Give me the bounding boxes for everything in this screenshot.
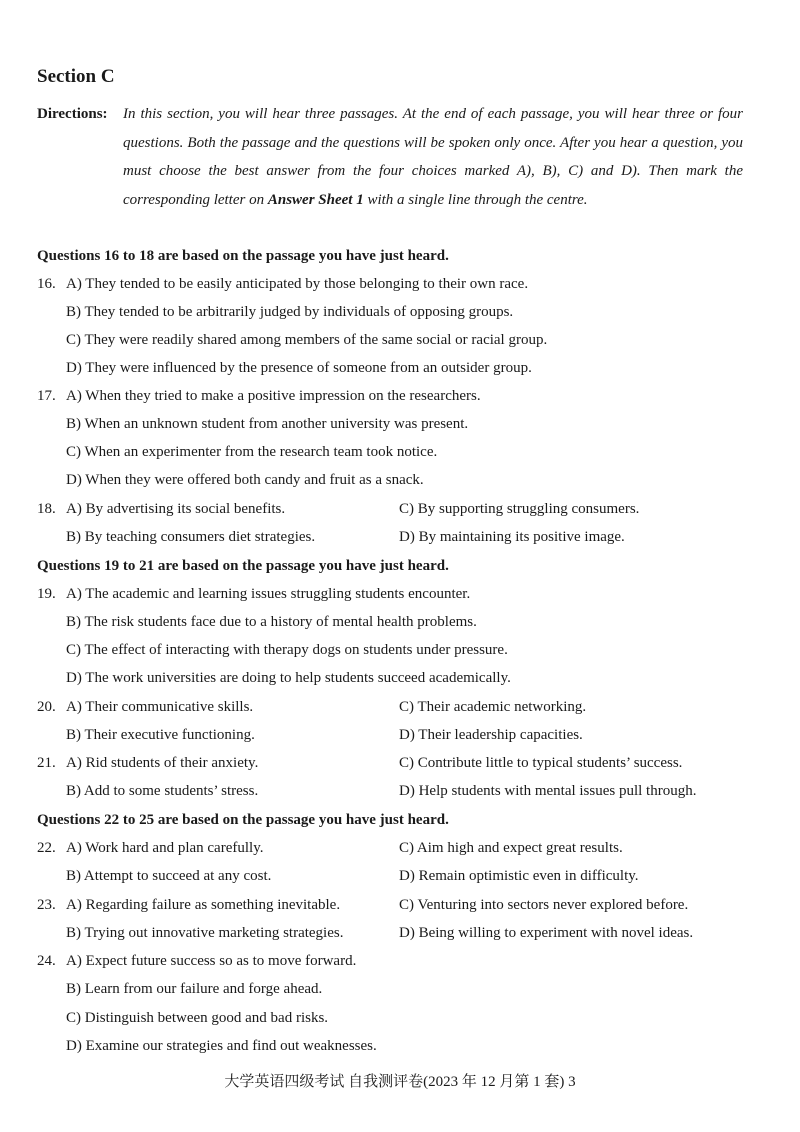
option-23-a: A) Regarding failure as something inevitable. bbox=[66, 897, 341, 913]
question-20-row-1 bbox=[37, 697, 757, 717]
directions bbox=[37, 100, 743, 214]
option-16-b: B) They tended to be arbitrarily judged by individuals of opposing groups. bbox=[66, 304, 514, 320]
option-20-c: C) Their academic networking. bbox=[399, 699, 587, 715]
question-24-row-a bbox=[37, 951, 757, 971]
option-19-c: C) The effect of interacting with therapy dogs on students under pressure. bbox=[66, 642, 508, 658]
question-number: 24. bbox=[37, 953, 56, 969]
directions-text-part2: with a single line through the centre. bbox=[363, 191, 588, 208]
option-22-b: B) Attempt to succeed at any cost. bbox=[66, 868, 272, 884]
question-17-row-a bbox=[37, 386, 757, 406]
option-22-d: D) Remain optimistic even in difficulty. bbox=[399, 868, 639, 884]
question-number: 23. bbox=[37, 897, 56, 913]
option-16-a: A) They tended to be easily anticipated by those belonging to their own race. bbox=[66, 276, 529, 292]
option-16-c: C) They were readily shared among members of the same social or racial group. bbox=[66, 332, 548, 348]
option-19-b: B) The risk students face due to a history of mental health problems. bbox=[66, 614, 477, 630]
question-22-row-2 bbox=[37, 866, 757, 886]
option-22-a: A) Work hard and plan carefully. bbox=[66, 840, 264, 856]
question-20-row-2 bbox=[37, 725, 757, 745]
option-17-d: D) When they were offered both candy and fruit as a snack. bbox=[66, 472, 424, 488]
question-18-row-1 bbox=[37, 499, 757, 519]
question-number: 22. bbox=[37, 840, 56, 856]
option-17-b: B) When an unknown student from another university was present. bbox=[66, 416, 469, 432]
option-21-d: D) Help students with mental issues pull through. bbox=[399, 783, 697, 799]
option-17-a: A) When they tried to make a positive impression on the researchers. bbox=[66, 388, 481, 404]
option-24-b: B) Learn from our failure and forge ahead. bbox=[66, 981, 323, 997]
question-21-row-1 bbox=[37, 753, 757, 773]
question-16-row-a bbox=[37, 274, 757, 294]
question-number: 16. bbox=[37, 276, 56, 292]
group-heading-16-18: Questions 16 to 18 are based on the passage you have just heard. bbox=[37, 248, 449, 264]
option-24-d: D) Examine our strategies and find out weaknesses. bbox=[66, 1038, 377, 1054]
question-19-row-c bbox=[37, 640, 757, 660]
question-number: 19. bbox=[37, 586, 56, 602]
directions-text-part1: In this section, you will hear three passages. At the end of each passage, you will hear three or four questions. Both the passage and the questions will be spoken only once. After you hear a question, you must choose the best answer from the four choices marked A), B), C) and D). Then mark the corresponding letter on bbox=[123, 106, 743, 208]
option-18-c: C) By supporting struggling consumers. bbox=[399, 501, 640, 517]
question-number: 21. bbox=[37, 755, 56, 771]
option-20-d: D) Their leadership capacities. bbox=[399, 727, 583, 743]
option-19-a: A) The academic and learning issues struggling students encounter. bbox=[66, 586, 471, 602]
question-24-row-d bbox=[37, 1036, 757, 1056]
directions-label: Directions: bbox=[37, 106, 108, 122]
option-20-b: B) Their executive functioning. bbox=[66, 727, 255, 743]
option-21-b: B) Add to some students’ stress. bbox=[66, 783, 259, 799]
question-21-row-2 bbox=[37, 781, 757, 801]
question-16-row-d bbox=[37, 358, 757, 378]
option-20-a: A) Their communicative skills. bbox=[66, 699, 254, 715]
option-18-a: A) By advertising its social benefits. bbox=[66, 501, 286, 517]
question-16-row-b bbox=[37, 302, 757, 322]
question-17-row-b bbox=[37, 414, 757, 434]
option-23-d: D) Being willing to experiment with novel ideas. bbox=[399, 925, 694, 941]
question-19-row-a bbox=[37, 584, 757, 604]
question-16-row-c bbox=[37, 330, 757, 350]
group-heading-19-21: Questions 19 to 21 are based on the passage you have just heard. bbox=[37, 558, 449, 574]
option-16-d: D) They were influenced by the presence of someone from an outsider group. bbox=[66, 360, 532, 376]
option-18-d: D) By maintaining its positive image. bbox=[399, 529, 625, 545]
question-17-row-d bbox=[37, 470, 757, 490]
question-number: 17. bbox=[37, 388, 56, 404]
option-23-b: B) Trying out innovative marketing strategies. bbox=[66, 925, 344, 941]
question-19-row-d bbox=[37, 668, 757, 688]
directions-text bbox=[123, 100, 743, 214]
question-18-row-2 bbox=[37, 527, 757, 547]
question-22-row-1 bbox=[37, 838, 757, 858]
answer-sheet-label: Answer Sheet 1 bbox=[267, 191, 364, 208]
option-24-a: A) Expect future success so as to move forward. bbox=[66, 953, 357, 969]
question-19-row-b bbox=[37, 612, 757, 632]
question-number: 18. bbox=[37, 501, 56, 517]
option-24-c: C) Distinguish between good and bad risks. bbox=[66, 1010, 329, 1026]
option-22-c: C) Aim high and expect great results. bbox=[399, 840, 623, 856]
question-number: 20. bbox=[37, 699, 56, 715]
question-17-row-c bbox=[37, 442, 757, 462]
question-23-row-2 bbox=[37, 923, 757, 943]
question-24-row-c bbox=[37, 1008, 757, 1028]
question-23-row-1 bbox=[37, 895, 757, 915]
question-24-row-b bbox=[37, 979, 757, 999]
option-17-c: C) When an experimenter from the research team took notice. bbox=[66, 444, 438, 460]
option-19-d: D) The work universities are doing to help students succeed academically. bbox=[66, 670, 511, 686]
option-21-a: A) Rid students of their anxiety. bbox=[66, 755, 259, 771]
section-title: Section C bbox=[37, 66, 115, 87]
page-footer: 大学英语四级考试 自我测评卷(2023 年 12 月第 1 套) 3 bbox=[224, 1074, 576, 1090]
option-21-c: C) Contribute little to typical students’ success. bbox=[399, 755, 683, 771]
group-heading-22-25: Questions 22 to 25 are based on the passage you have just heard. bbox=[37, 812, 449, 828]
option-23-c: C) Venturing into sectors never explored before. bbox=[399, 897, 689, 913]
option-18-b: B) By teaching consumers diet strategies. bbox=[66, 529, 316, 545]
